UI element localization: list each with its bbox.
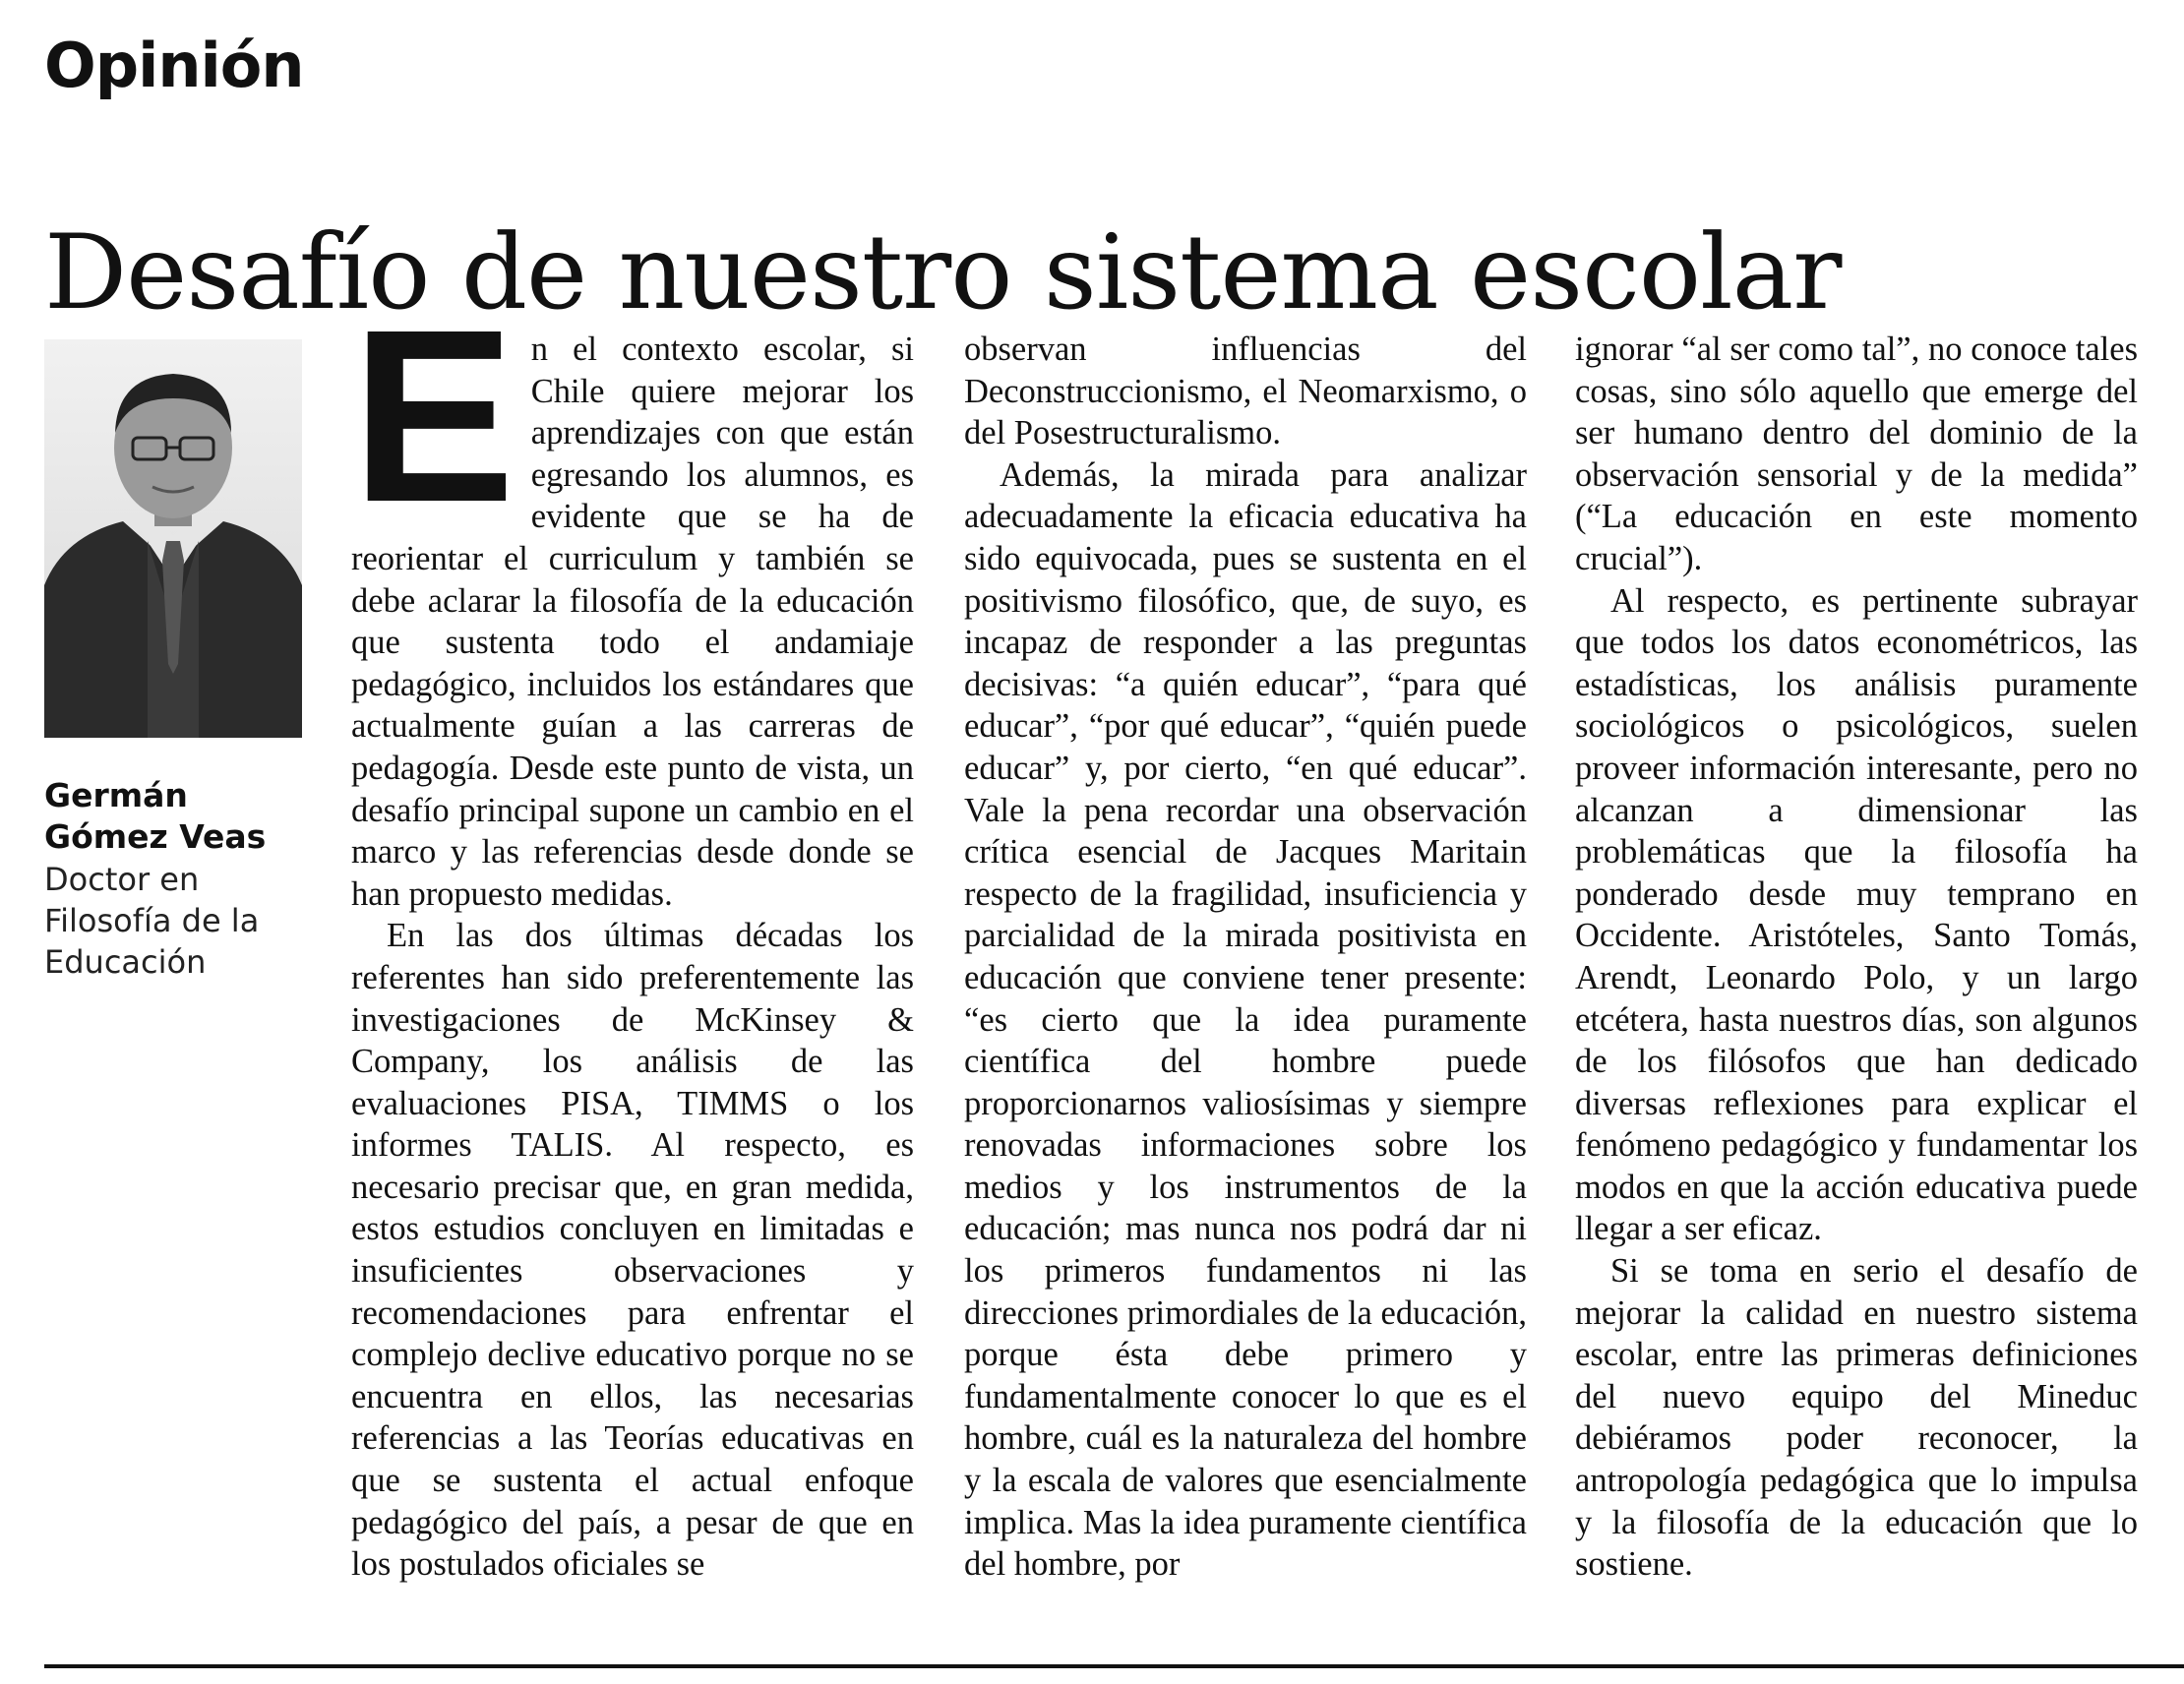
author-role-line: Filosofía de la [44,902,260,939]
author-role-line: Educación [44,943,207,981]
author-name-line: Germán [44,776,188,814]
article-column-2 [964,329,1527,1586]
drop-cap: E [351,278,516,553]
author-photo [44,339,302,738]
section-label: Opinión [44,30,304,101]
paragraph-text: n el contexto escolar, si Chile quiere mejorar los aprendizajes con que están egresando los alumnos, es evidente que se ha de reorientar el curriculum y también se debe aclarar la filosofía de la educación que sustenta todo el andamiaje pedagógico, incluidos los estándares que actualmente guían a las carreras de pedagogía. Desde este punto de vista, un desafío principal supone un cambio en el marco y las referencias desde donde se han propuesto medidas. [351,331,914,913]
article-column-1 [351,278,914,1586]
article-paragraph: En las dos últimas décadas los referentes han sido preferentemente las investigaciones de McKinsey & Company, los análisis de las evaluaciones PISA, TIMMS o los informes TALIS. Al respecto, es necesario precisar que, en gran medida, estos estudios concluyen en limitadas e insuficientes observaciones y recomendaciones para enfrentar el complejo declive educativo porque no se encuentra en ellos, las necesarias referencias a las Teorías educativas en que se sustenta el actual enfoque pedagógico del país, a pesar de que en los postulados oficiales se [351,917,914,1584]
article-paragraph: Al respecto, es pertinente subrayar que todos los datos econométricos, las estadísticas, los análisis puramente sociológicos o psicológicos, suelen proveer información interesante, pero no alcanzan a dimensionar las problemáticas que la filosofía ha ponderado desde muy temprano en Occidente. Aristóteles, Santo Tomás, Arendt, Leonardo Polo, y un largo etcétera, hasta nuestros días, son algunos de los filósofos que han dedicado diversas reflexiones para explicar el fenómeno pedagógico y fundamentar los modos en que la acción educativa puede llegar a ser eficaz. [1575,581,2138,1248]
bottom-divider [44,1664,2184,1668]
article-paragraph: Si se toma en serio el desafío de mejorar la calidad en nuestro sistema escolar, entre las primeras definiciones del nuevo equipo del Mineduc debiéramos poder reconocer, la antropología pedagógica que lo impulsa y la filosofía de la educación que lo sostiene. [1575,1252,2138,1584]
article-paragraph: ignorar “al ser como tal”, no conoce tales cosas, sino sólo aquello que emerge del ser humano dentro del dominio de la observación sensorial y de la medida” (“La educación en este momento crucial”). [1575,331,2138,577]
author-name [44,775,339,858]
author-name-line: Gómez Veas [44,817,267,856]
article-column-3 [1575,329,2138,1586]
article-paragraph: observan influencias del Deconstruccionismo, el Neomarxismo, o del Posestructuralismo. [964,331,1527,452]
author-role [44,859,339,983]
article-paragraph: Además, la mirada para analizar adecuadamente la eficacia educativa ha sido equivocada, pues se sustenta en el positivismo filosófico, que, de suyo, es incapaz de responder a las preguntas decisivas: “a quién educar”, “para qué educar”, “por qué educar”, “quién puede educar” y, por cierto, “en qué educar”. Vale la pena recordar una observación crítica esencial de Jacques Maritain respecto de la fragilidad, insuficiencia y parcialidad de la mirada positivista en educación que conviene tener presente: “es cierto que la idea puramente científica del hombre puede proporcionarnos valiosísimas y siempre renovadas informaciones sobre los medios y los instrumentos de la educación; mas nunca nos podrá dar ni los primeros fundamentos ni las direcciones primordiales de la educación, porque ésta debe primero y fundamentalmente conocer lo que es el hombre, cuál es la naturaleza del hombre y la escala de valores que esencialmente implica. Mas la idea puramente científica del hombre, por [964,455,1527,1584]
author-role-line: Doctor en [44,861,200,898]
author-portrait-image [44,339,302,738]
article-paragraph [351,278,914,915]
article-headline: Desafío de nuestro sistema escolar [44,212,1842,333]
